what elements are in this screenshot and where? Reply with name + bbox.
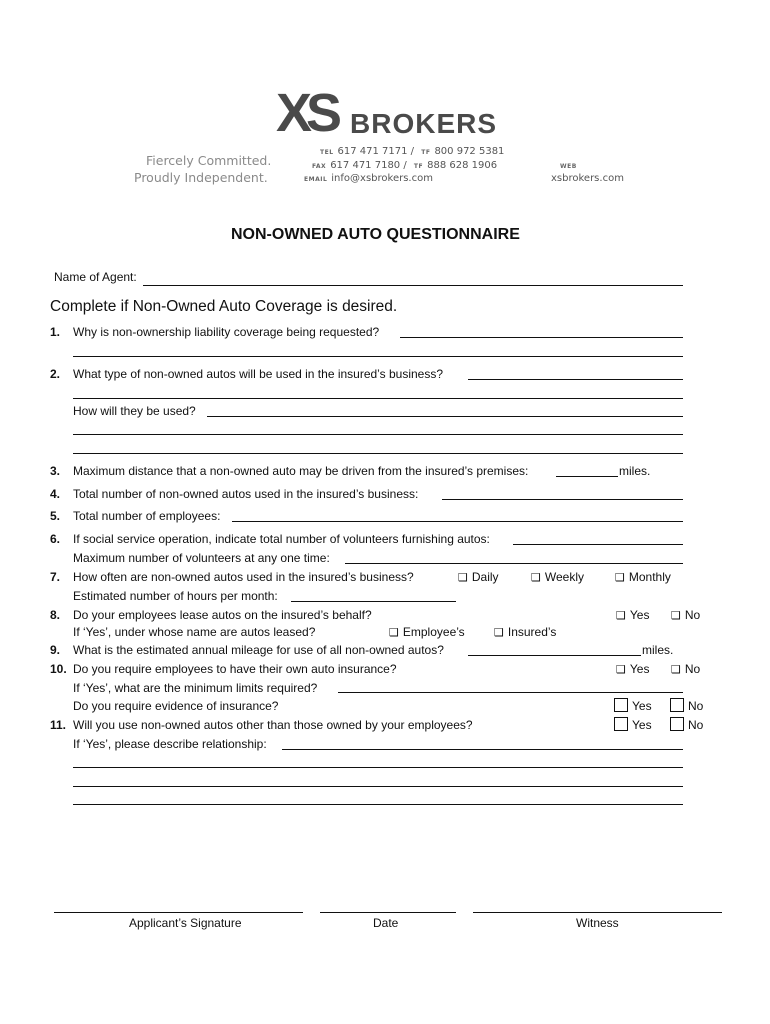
checkbox-icon: ❑ — [616, 663, 626, 676]
tagline-line-1: Fiercely Committed. — [146, 153, 272, 168]
q10-no-checkbox[interactable] — [671, 662, 700, 677]
witness-label: Witness — [576, 916, 619, 930]
q8-number: 8. — [50, 608, 61, 622]
q8-no-checkbox[interactable] — [671, 608, 700, 623]
logo-brokers: BROKERS — [350, 108, 498, 139]
q8-insured-checkbox[interactable] — [494, 625, 556, 640]
email-label: EMAIL — [304, 176, 328, 183]
q9-label: What is the estimated annual mileage for use of all non-owned autos? — [73, 643, 444, 657]
q8-employee-label: Employee’s — [402, 625, 465, 639]
tel-number: 617 471 7171 / — [337, 146, 415, 157]
checkbox-square-icon — [614, 698, 628, 712]
q9-field[interactable] — [468, 655, 641, 656]
q10c-no-label: No — [688, 699, 704, 713]
checkbox-icon: ❑ — [458, 571, 468, 584]
q10c-no-checkbox[interactable] — [670, 698, 703, 713]
checkbox-icon: ❑ — [389, 626, 399, 639]
q5-field[interactable] — [232, 521, 683, 522]
q2b-field-2[interactable] — [73, 434, 683, 435]
q10-number: 10. — [50, 662, 67, 676]
checkbox-square-icon — [670, 717, 684, 731]
q10c-label: Do you require evidence of insurance? — [73, 699, 279, 713]
q7-monthly-label: Monthly — [628, 570, 671, 584]
witness-field[interactable] — [473, 912, 722, 913]
checkbox-icon: ❑ — [671, 609, 681, 622]
page-title: NON-OWNED AUTO QUESTIONNAIRE — [231, 226, 520, 243]
tf2-number: 888 628 1906 — [427, 160, 498, 171]
agent-field[interactable] — [143, 285, 683, 286]
q10c-yes-checkbox[interactable] — [614, 698, 652, 713]
q2-label: What type of non-owned autos will be used in the insured’s business? — [73, 367, 444, 381]
contact-email-row — [304, 172, 433, 186]
q2-field-2[interactable] — [73, 398, 683, 399]
applicant-signature-label: Applicant’s Signature — [129, 916, 242, 930]
tf2-label: TF — [413, 163, 424, 170]
q8b-label: If ‘Yes’, under whose name are autos leased? — [73, 625, 316, 639]
q6b-label: Maximum number of volunteers at any one time: — [73, 551, 330, 565]
q1-number: 1. — [50, 325, 61, 339]
date-label: Date — [373, 916, 399, 930]
q10-label: Do you require employees to have their own auto insurance? — [73, 662, 397, 676]
applicant-signature-field[interactable] — [54, 912, 303, 913]
q7-number: 7. — [50, 570, 61, 584]
checkbox-icon: ❑ — [531, 571, 541, 584]
q7-monthly-checkbox[interactable] — [615, 570, 671, 585]
q8-label: Do your employees lease autos on the insured’s behalf? — [73, 608, 372, 622]
q11b-field-2[interactable] — [73, 767, 683, 768]
email-address[interactable]: info@xsbrokers.com — [331, 173, 433, 184]
date-field[interactable] — [320, 912, 456, 913]
q5-number: 5. — [50, 509, 61, 523]
q2b-field-3[interactable] — [73, 453, 683, 454]
q4-label: Total number of non-owned autos used in the insured’s business: — [73, 487, 419, 501]
checkbox-icon: ❑ — [494, 626, 504, 639]
tel-label: TEL — [320, 149, 334, 156]
q7b-field[interactable] — [291, 601, 456, 602]
q6-field[interactable] — [513, 544, 683, 545]
q7-weekly-checkbox[interactable] — [531, 570, 584, 585]
q1-field[interactable] — [400, 337, 683, 338]
checkbox-icon: ❑ — [615, 571, 625, 584]
q8-insured-label: Insured’s — [507, 625, 557, 639]
tagline-line-2: Proudly Independent. — [134, 170, 268, 185]
q11-number: 11. — [50, 718, 67, 732]
q8-no-label: No — [684, 608, 701, 622]
q9-number: 9. — [50, 643, 61, 657]
agent-label: Name of Agent: — [54, 270, 137, 284]
web-label: WEB — [560, 163, 577, 170]
q5-label: Total number of employees: — [73, 509, 221, 523]
q7-label: How often are non-owned autos used in the insured’s business? — [73, 570, 414, 584]
q11-no-label: No — [688, 718, 704, 732]
checkbox-square-icon — [614, 717, 628, 731]
q7-daily-label: Daily — [471, 570, 499, 584]
q6b-field[interactable] — [345, 563, 683, 564]
q3-unit: miles. — [619, 464, 651, 478]
q10c-yes-label: Yes — [632, 699, 652, 713]
tf-number: 800 972 5381 — [434, 146, 505, 157]
q2-field[interactable] — [468, 379, 683, 380]
q3-number: 3. — [50, 464, 61, 478]
q11-no-checkbox[interactable] — [670, 717, 703, 732]
q11-yes-checkbox[interactable] — [614, 717, 652, 732]
q2b-field[interactable] — [207, 416, 683, 417]
fax-number: 617 471 7180 / — [330, 160, 407, 171]
q7-weekly-label: Weekly — [544, 570, 584, 584]
web-address[interactable]: xsbrokers.com — [551, 173, 624, 184]
logo-xs: XS — [276, 83, 337, 143]
q10-yes-checkbox[interactable] — [616, 662, 649, 677]
q11b-field-4[interactable] — [73, 804, 683, 805]
q10b-field[interactable] — [338, 692, 683, 693]
q1-label: Why is non-ownership liability coverage being requested? — [73, 325, 380, 339]
q6-label: If social service operation, indicate total number of volunteers furnishing autos: — [73, 532, 490, 546]
q8-employee-checkbox[interactable] — [389, 625, 465, 640]
q1-field-2[interactable] — [73, 356, 683, 357]
checkbox-square-icon — [670, 698, 684, 712]
q6-number: 6. — [50, 532, 61, 546]
q4-field[interactable] — [442, 499, 683, 500]
q11b-label: If ‘Yes’, please describe relationship: — [73, 737, 267, 751]
contact-fax-row — [312, 159, 497, 173]
q10b-label: If ‘Yes’, what are the minimum limits required? — [73, 681, 318, 695]
contact-tel-row — [320, 145, 504, 159]
q3-field[interactable] — [556, 476, 618, 477]
q2b-label: How will they be used? — [73, 404, 196, 418]
q11-yes-label: Yes — [632, 718, 652, 732]
q7-daily-checkbox[interactable] — [458, 570, 499, 585]
q8-yes-checkbox[interactable] — [616, 608, 649, 623]
logo — [276, 83, 337, 143]
q3-label: Maximum distance that a non-owned auto may be driven from the insured’s premises: — [73, 464, 529, 478]
fax-label: FAX — [312, 163, 327, 170]
q7b-label: Estimated number of hours per month: — [73, 589, 278, 603]
q11b-field-3[interactable] — [73, 786, 683, 787]
q11b-field[interactable] — [282, 749, 683, 750]
q9-unit: miles. — [642, 643, 674, 657]
checkbox-icon: ❑ — [616, 609, 626, 622]
q2-number: 2. — [50, 367, 61, 381]
q8-yes-label: Yes — [629, 608, 650, 622]
q4-number: 4. — [50, 487, 61, 501]
tf-label: TF — [421, 149, 431, 156]
intro-heading: Complete if Non-Owned Auto Coverage is desired. — [50, 298, 398, 315]
q10-no-label: No — [684, 662, 701, 676]
q10-yes-label: Yes — [629, 662, 650, 676]
q11-label: Will you use non-owned autos other than those owned by your employees? — [73, 718, 473, 732]
checkbox-icon: ❑ — [671, 663, 681, 676]
